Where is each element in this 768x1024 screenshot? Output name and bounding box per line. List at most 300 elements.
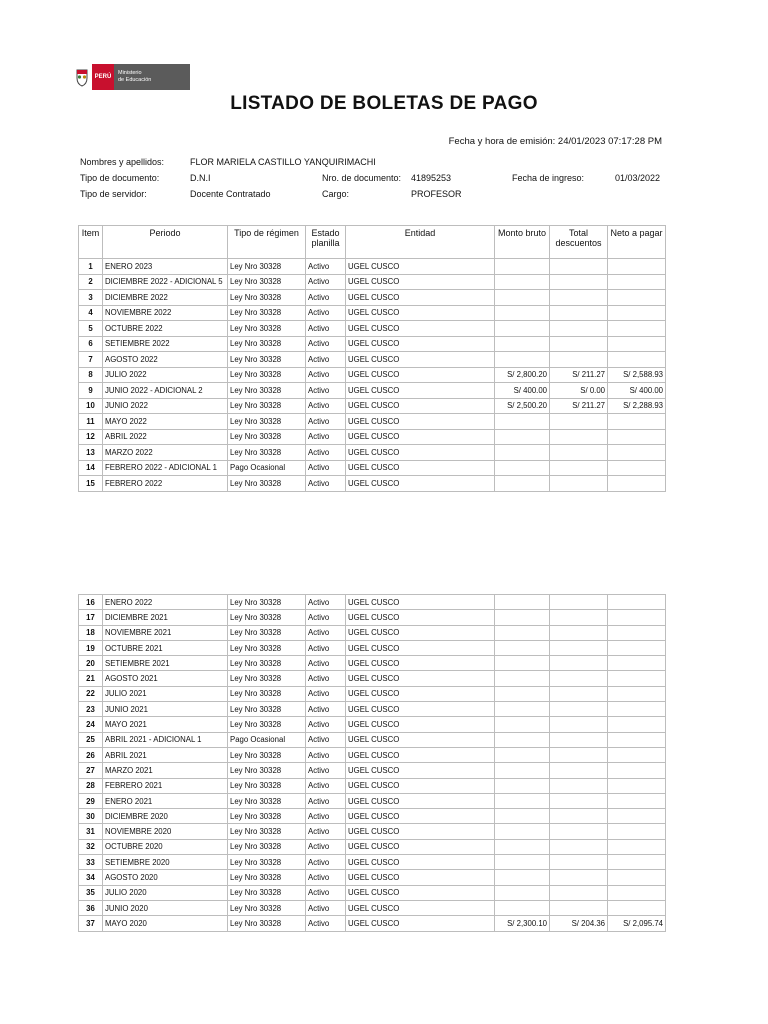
cell-monto bbox=[495, 702, 550, 717]
cell-descuentos: S/ 211.27 bbox=[550, 398, 608, 414]
cell-neto bbox=[608, 476, 666, 492]
cell-regimen: Pago Ocasional bbox=[228, 732, 306, 747]
cell-estado: Activo bbox=[306, 321, 346, 337]
doctype-value: D.N.I bbox=[190, 173, 211, 183]
cell-regimen: Ley Nro 30328 bbox=[228, 274, 306, 290]
cell-estado: Activo bbox=[306, 839, 346, 854]
cell-item: 36 bbox=[79, 900, 103, 915]
cell-monto bbox=[495, 640, 550, 655]
cell-entidad: UGEL CUSCO bbox=[346, 656, 495, 671]
table-row bbox=[79, 305, 666, 321]
cell-periodo: NOVIEMBRE 2022 bbox=[103, 305, 228, 321]
col-item: Item bbox=[79, 226, 103, 259]
cell-item: 26 bbox=[79, 747, 103, 762]
cell-monto: S/ 400.00 bbox=[495, 383, 550, 399]
cell-regimen: Ley Nro 30328 bbox=[228, 778, 306, 793]
cell-estado: Activo bbox=[306, 398, 346, 414]
table-row bbox=[79, 839, 666, 854]
cell-neto bbox=[608, 445, 666, 461]
cell-item: 16 bbox=[79, 595, 103, 610]
cell-regimen: Ley Nro 30328 bbox=[228, 855, 306, 870]
cell-monto bbox=[495, 839, 550, 854]
col-entidad: Entidad bbox=[346, 226, 495, 259]
cell-estado: Activo bbox=[306, 445, 346, 461]
table-row bbox=[79, 352, 666, 368]
table-row bbox=[79, 367, 666, 383]
cell-estado: Activo bbox=[306, 870, 346, 885]
cell-monto bbox=[495, 900, 550, 915]
payslip-table-page2 bbox=[78, 594, 666, 932]
cell-monto: S/ 2,300.10 bbox=[495, 916, 550, 931]
cell-periodo: MARZO 2022 bbox=[103, 445, 228, 461]
table-row bbox=[79, 336, 666, 352]
cell-entidad: UGEL CUSCO bbox=[346, 274, 495, 290]
cell-monto bbox=[495, 870, 550, 885]
cell-regimen: Ley Nro 30328 bbox=[228, 885, 306, 900]
cell-regimen: Ley Nro 30328 bbox=[228, 793, 306, 808]
cell-entidad: UGEL CUSCO bbox=[346, 763, 495, 778]
cell-estado: Activo bbox=[306, 717, 346, 732]
cell-descuentos bbox=[550, 336, 608, 352]
cell-estado: Activo bbox=[306, 429, 346, 445]
cell-estado: Activo bbox=[306, 414, 346, 430]
cell-entidad: UGEL CUSCO bbox=[346, 398, 495, 414]
cell-monto bbox=[495, 321, 550, 337]
cell-entidad: UGEL CUSCO bbox=[346, 476, 495, 492]
cell-item: 30 bbox=[79, 809, 103, 824]
cell-periodo: ENERO 2023 bbox=[103, 259, 228, 275]
cell-estado: Activo bbox=[306, 686, 346, 701]
cell-item: 34 bbox=[79, 870, 103, 885]
cell-item: 15 bbox=[79, 476, 103, 492]
cell-neto bbox=[608, 778, 666, 793]
cell-neto bbox=[608, 793, 666, 808]
cell-item: 14 bbox=[79, 460, 103, 476]
cell-entidad: UGEL CUSCO bbox=[346, 595, 495, 610]
cell-monto bbox=[495, 336, 550, 352]
cell-entidad: UGEL CUSCO bbox=[346, 900, 495, 915]
cell-regimen: Ley Nro 30328 bbox=[228, 625, 306, 640]
table-row bbox=[79, 824, 666, 839]
table-row bbox=[79, 885, 666, 900]
cell-regimen: Ley Nro 30328 bbox=[228, 595, 306, 610]
table-row bbox=[79, 640, 666, 655]
cell-estado: Activo bbox=[306, 916, 346, 931]
cell-descuentos bbox=[550, 595, 608, 610]
cell-item: 22 bbox=[79, 686, 103, 701]
cell-entidad: UGEL CUSCO bbox=[346, 625, 495, 640]
cell-estado: Activo bbox=[306, 763, 346, 778]
cell-monto bbox=[495, 656, 550, 671]
cell-descuentos bbox=[550, 885, 608, 900]
cell-item: 7 bbox=[79, 352, 103, 368]
cell-monto bbox=[495, 793, 550, 808]
cargo-label: Cargo: bbox=[322, 189, 350, 199]
cell-monto bbox=[495, 352, 550, 368]
table-row bbox=[79, 321, 666, 337]
cell-descuentos bbox=[550, 732, 608, 747]
cell-estado: Activo bbox=[306, 625, 346, 640]
cell-regimen: Ley Nro 30328 bbox=[228, 747, 306, 762]
table-row bbox=[79, 398, 666, 414]
cell-regimen: Ley Nro 30328 bbox=[228, 916, 306, 931]
table-row bbox=[79, 778, 666, 793]
cell-item: 28 bbox=[79, 778, 103, 793]
cell-periodo: ENERO 2021 bbox=[103, 793, 228, 808]
cell-item: 19 bbox=[79, 640, 103, 655]
cell-entidad: UGEL CUSCO bbox=[346, 855, 495, 870]
cell-entidad: UGEL CUSCO bbox=[346, 747, 495, 762]
cell-estado: Activo bbox=[306, 274, 346, 290]
cell-periodo: AGOSTO 2020 bbox=[103, 870, 228, 885]
cell-monto: S/ 2,800.20 bbox=[495, 367, 550, 383]
cell-periodo: JUNIO 2022 bbox=[103, 398, 228, 414]
table-row bbox=[79, 793, 666, 808]
cell-estado: Activo bbox=[306, 367, 346, 383]
cell-item: 29 bbox=[79, 793, 103, 808]
cell-descuentos bbox=[550, 625, 608, 640]
cell-entidad: UGEL CUSCO bbox=[346, 778, 495, 793]
cell-estado: Activo bbox=[306, 702, 346, 717]
table-row bbox=[79, 383, 666, 399]
cell-monto bbox=[495, 445, 550, 461]
cell-item: 18 bbox=[79, 625, 103, 640]
cell-item: 4 bbox=[79, 305, 103, 321]
table-row bbox=[79, 476, 666, 492]
logo-country: PERÚ bbox=[92, 64, 114, 90]
cell-neto bbox=[608, 429, 666, 445]
cell-periodo: ABRIL 2021 - ADICIONAL 1 bbox=[103, 732, 228, 747]
cell-monto bbox=[495, 610, 550, 625]
cell-entidad: UGEL CUSCO bbox=[346, 916, 495, 931]
cell-neto bbox=[608, 274, 666, 290]
cell-item: 37 bbox=[79, 916, 103, 931]
cell-item: 24 bbox=[79, 717, 103, 732]
cell-entidad: UGEL CUSCO bbox=[346, 686, 495, 701]
cell-regimen: Ley Nro 30328 bbox=[228, 610, 306, 625]
cell-neto bbox=[608, 870, 666, 885]
cell-estado: Activo bbox=[306, 778, 346, 793]
cell-item: 2 bbox=[79, 274, 103, 290]
cell-entidad: UGEL CUSCO bbox=[346, 870, 495, 885]
cell-entidad: UGEL CUSCO bbox=[346, 702, 495, 717]
cell-neto bbox=[608, 839, 666, 854]
cell-periodo: JUNIO 2021 bbox=[103, 702, 228, 717]
cell-estado: Activo bbox=[306, 259, 346, 275]
cell-descuentos bbox=[550, 763, 608, 778]
cell-descuentos bbox=[550, 778, 608, 793]
cell-estado: Activo bbox=[306, 656, 346, 671]
table-row bbox=[79, 916, 666, 931]
cell-neto bbox=[608, 305, 666, 321]
cell-periodo: ABRIL 2022 bbox=[103, 429, 228, 445]
cell-descuentos bbox=[550, 839, 608, 854]
cell-regimen: Ley Nro 30328 bbox=[228, 321, 306, 337]
cell-neto bbox=[608, 855, 666, 870]
table-row bbox=[79, 274, 666, 290]
cell-neto bbox=[608, 671, 666, 686]
cell-regimen: Ley Nro 30328 bbox=[228, 763, 306, 778]
cell-estado: Activo bbox=[306, 671, 346, 686]
cell-periodo: JULIO 2021 bbox=[103, 686, 228, 701]
col-monto: Monto bruto bbox=[495, 226, 550, 259]
cell-item: 23 bbox=[79, 702, 103, 717]
cell-item: 1 bbox=[79, 259, 103, 275]
cell-descuentos: S/ 0.00 bbox=[550, 383, 608, 399]
cell-item: 20 bbox=[79, 656, 103, 671]
cell-regimen: Ley Nro 30328 bbox=[228, 290, 306, 306]
cell-regimen: Ley Nro 30328 bbox=[228, 352, 306, 368]
cell-descuentos bbox=[550, 702, 608, 717]
cell-monto bbox=[495, 686, 550, 701]
cell-regimen: Ley Nro 30328 bbox=[228, 686, 306, 701]
cell-estado: Activo bbox=[306, 336, 346, 352]
cell-monto bbox=[495, 855, 550, 870]
cell-estado: Activo bbox=[306, 383, 346, 399]
servidor-label: Tipo de servidor: bbox=[80, 189, 147, 199]
cell-item: 35 bbox=[79, 885, 103, 900]
cell-regimen: Ley Nro 30328 bbox=[228, 367, 306, 383]
cell-monto bbox=[495, 625, 550, 640]
cell-descuentos bbox=[550, 445, 608, 461]
cell-entidad: UGEL CUSCO bbox=[346, 824, 495, 839]
cell-item: 31 bbox=[79, 824, 103, 839]
cell-neto bbox=[608, 732, 666, 747]
col-descuentos: Total descuentos bbox=[550, 226, 608, 259]
cell-neto bbox=[608, 747, 666, 762]
cell-item: 8 bbox=[79, 367, 103, 383]
cell-descuentos bbox=[550, 640, 608, 655]
cell-descuentos bbox=[550, 305, 608, 321]
cargo-value: PROFESOR bbox=[411, 189, 462, 199]
cell-entidad: UGEL CUSCO bbox=[346, 460, 495, 476]
cell-periodo: AGOSTO 2021 bbox=[103, 671, 228, 686]
cell-descuentos bbox=[550, 686, 608, 701]
cell-neto bbox=[608, 900, 666, 915]
table-row bbox=[79, 900, 666, 915]
cell-entidad: UGEL CUSCO bbox=[346, 732, 495, 747]
cell-descuentos: S/ 204.36 bbox=[550, 916, 608, 931]
table-row bbox=[79, 717, 666, 732]
cell-regimen: Ley Nro 30328 bbox=[228, 429, 306, 445]
cell-periodo: OCTUBRE 2020 bbox=[103, 839, 228, 854]
ingreso-value: 01/03/2022 bbox=[615, 173, 661, 183]
cell-monto bbox=[495, 824, 550, 839]
cell-monto: S/ 2,500.20 bbox=[495, 398, 550, 414]
cell-periodo: FEBRERO 2022 - ADICIONAL 1 bbox=[103, 460, 228, 476]
cell-periodo: FEBRERO 2022 bbox=[103, 476, 228, 492]
cell-entidad: UGEL CUSCO bbox=[346, 290, 495, 306]
cell-regimen: Ley Nro 30328 bbox=[228, 383, 306, 399]
cell-periodo: ABRIL 2021 bbox=[103, 747, 228, 762]
cell-neto bbox=[608, 824, 666, 839]
cell-neto bbox=[608, 595, 666, 610]
table-row bbox=[79, 686, 666, 701]
cell-descuentos bbox=[550, 824, 608, 839]
cell-neto bbox=[608, 352, 666, 368]
cell-estado: Activo bbox=[306, 747, 346, 762]
cell-descuentos bbox=[550, 671, 608, 686]
cell-descuentos bbox=[550, 809, 608, 824]
cell-entidad: UGEL CUSCO bbox=[346, 336, 495, 352]
cell-entidad: UGEL CUSCO bbox=[346, 610, 495, 625]
cell-descuentos bbox=[550, 900, 608, 915]
cell-regimen: Ley Nro 30328 bbox=[228, 414, 306, 430]
cell-neto bbox=[608, 763, 666, 778]
cell-periodo: DICIEMBRE 2022 bbox=[103, 290, 228, 306]
cell-entidad: UGEL CUSCO bbox=[346, 445, 495, 461]
table-row bbox=[79, 702, 666, 717]
cell-regimen: Ley Nro 30328 bbox=[228, 305, 306, 321]
table-row bbox=[79, 855, 666, 870]
cell-neto bbox=[608, 885, 666, 900]
table-row bbox=[79, 445, 666, 461]
name-label: Nombres y apellidos: bbox=[80, 157, 165, 167]
payslip-table-page1 bbox=[78, 225, 666, 492]
cell-entidad: UGEL CUSCO bbox=[346, 640, 495, 655]
table-row bbox=[79, 460, 666, 476]
col-estado: Estado planilla bbox=[306, 226, 346, 259]
cell-item: 11 bbox=[79, 414, 103, 430]
cell-item: 10 bbox=[79, 398, 103, 414]
cell-periodo: JUNIO 2020 bbox=[103, 900, 228, 915]
cell-periodo: DICIEMBRE 2021 bbox=[103, 610, 228, 625]
cell-descuentos bbox=[550, 321, 608, 337]
cell-monto bbox=[495, 414, 550, 430]
cell-regimen: Ley Nro 30328 bbox=[228, 336, 306, 352]
cell-entidad: UGEL CUSCO bbox=[346, 305, 495, 321]
cell-estado: Activo bbox=[306, 290, 346, 306]
cell-entidad: UGEL CUSCO bbox=[346, 414, 495, 430]
cell-monto bbox=[495, 763, 550, 778]
cell-item: 13 bbox=[79, 445, 103, 461]
page-title: LISTADO DE BOLETAS DE PAGO bbox=[230, 93, 538, 114]
cell-descuentos bbox=[550, 429, 608, 445]
docnum-value: 41895253 bbox=[411, 173, 452, 183]
table-row bbox=[79, 595, 666, 610]
cell-monto bbox=[495, 429, 550, 445]
cell-neto bbox=[608, 625, 666, 640]
cell-periodo: MAYO 2022 bbox=[103, 414, 228, 430]
minedu-logo bbox=[72, 64, 190, 90]
table-row bbox=[79, 625, 666, 640]
cell-estado: Activo bbox=[306, 305, 346, 321]
cell-entidad: UGEL CUSCO bbox=[346, 429, 495, 445]
cell-regimen: Ley Nro 30328 bbox=[228, 870, 306, 885]
cell-estado: Activo bbox=[306, 809, 346, 824]
cell-item: 32 bbox=[79, 839, 103, 854]
doctype-label: Tipo de documento: bbox=[80, 173, 160, 183]
table-row bbox=[79, 732, 666, 747]
table-row bbox=[79, 671, 666, 686]
docnum-label: Nro. de documento: bbox=[322, 173, 402, 183]
cell-monto bbox=[495, 476, 550, 492]
cell-monto bbox=[495, 747, 550, 762]
table-row bbox=[79, 290, 666, 306]
cell-regimen: Ley Nro 30328 bbox=[228, 398, 306, 414]
cell-entidad: UGEL CUSCO bbox=[346, 383, 495, 399]
ingreso-label: Fecha de ingreso: bbox=[512, 173, 585, 183]
cell-periodo: DICIEMBRE 2020 bbox=[103, 809, 228, 824]
cell-item: 9 bbox=[79, 383, 103, 399]
cell-periodo: JUNIO 2022 - ADICIONAL 2 bbox=[103, 383, 228, 399]
cell-periodo: SETIEMBRE 2022 bbox=[103, 336, 228, 352]
cell-descuentos bbox=[550, 352, 608, 368]
cell-regimen: Ley Nro 30328 bbox=[228, 640, 306, 655]
cell-periodo: SETIEMBRE 2021 bbox=[103, 656, 228, 671]
cell-neto: S/ 2,288.93 bbox=[608, 398, 666, 414]
cell-descuentos bbox=[550, 290, 608, 306]
cell-entidad: UGEL CUSCO bbox=[346, 259, 495, 275]
cell-monto bbox=[495, 305, 550, 321]
cell-regimen: Ley Nro 30328 bbox=[228, 671, 306, 686]
cell-item: 21 bbox=[79, 671, 103, 686]
cell-regimen: Ley Nro 30328 bbox=[228, 900, 306, 915]
cell-descuentos bbox=[550, 747, 608, 762]
cell-item: 17 bbox=[79, 610, 103, 625]
table-row bbox=[79, 747, 666, 762]
cell-neto bbox=[608, 414, 666, 430]
table-row bbox=[79, 870, 666, 885]
cell-neto bbox=[608, 290, 666, 306]
cell-monto bbox=[495, 460, 550, 476]
cell-periodo: AGOSTO 2022 bbox=[103, 352, 228, 368]
cell-periodo: MAYO 2020 bbox=[103, 916, 228, 931]
cell-entidad: UGEL CUSCO bbox=[346, 885, 495, 900]
cell-periodo: NOVIEMBRE 2021 bbox=[103, 625, 228, 640]
cell-regimen: Ley Nro 30328 bbox=[228, 445, 306, 461]
cell-descuentos bbox=[550, 476, 608, 492]
col-neto: Neto a pagar bbox=[608, 226, 666, 259]
cell-monto bbox=[495, 671, 550, 686]
cell-descuentos bbox=[550, 414, 608, 430]
cell-periodo: NOVIEMBRE 2020 bbox=[103, 824, 228, 839]
col-periodo: Periodo bbox=[103, 226, 228, 259]
cell-estado: Activo bbox=[306, 476, 346, 492]
table-row bbox=[79, 429, 666, 445]
cell-entidad: UGEL CUSCO bbox=[346, 839, 495, 854]
cell-descuentos bbox=[550, 274, 608, 290]
cell-monto bbox=[495, 274, 550, 290]
cell-estado: Activo bbox=[306, 824, 346, 839]
cell-neto bbox=[608, 259, 666, 275]
cell-estado: Activo bbox=[306, 900, 346, 915]
cell-periodo: MARZO 2021 bbox=[103, 763, 228, 778]
table-header bbox=[79, 226, 666, 259]
cell-neto bbox=[608, 610, 666, 625]
cell-item: 12 bbox=[79, 429, 103, 445]
name-value: FLOR MARIELA CASTILLO YANQUIRIMACHI bbox=[190, 157, 376, 167]
cell-item: 33 bbox=[79, 855, 103, 870]
cell-item: 5 bbox=[79, 321, 103, 337]
cell-neto bbox=[608, 809, 666, 824]
cell-periodo: SETIEMBRE 2020 bbox=[103, 855, 228, 870]
cell-descuentos bbox=[550, 656, 608, 671]
cell-descuentos bbox=[550, 259, 608, 275]
table-row bbox=[79, 763, 666, 778]
cell-regimen: Ley Nro 30328 bbox=[228, 809, 306, 824]
cell-estado: Activo bbox=[306, 595, 346, 610]
cell-periodo: ENERO 2022 bbox=[103, 595, 228, 610]
cell-entidad: UGEL CUSCO bbox=[346, 352, 495, 368]
cell-descuentos bbox=[550, 793, 608, 808]
cell-periodo: MAYO 2021 bbox=[103, 717, 228, 732]
cell-descuentos: S/ 211.27 bbox=[550, 367, 608, 383]
cell-monto bbox=[495, 809, 550, 824]
cell-descuentos bbox=[550, 870, 608, 885]
cell-entidad: UGEL CUSCO bbox=[346, 671, 495, 686]
col-regimen: Tipo de régimen bbox=[228, 226, 306, 259]
